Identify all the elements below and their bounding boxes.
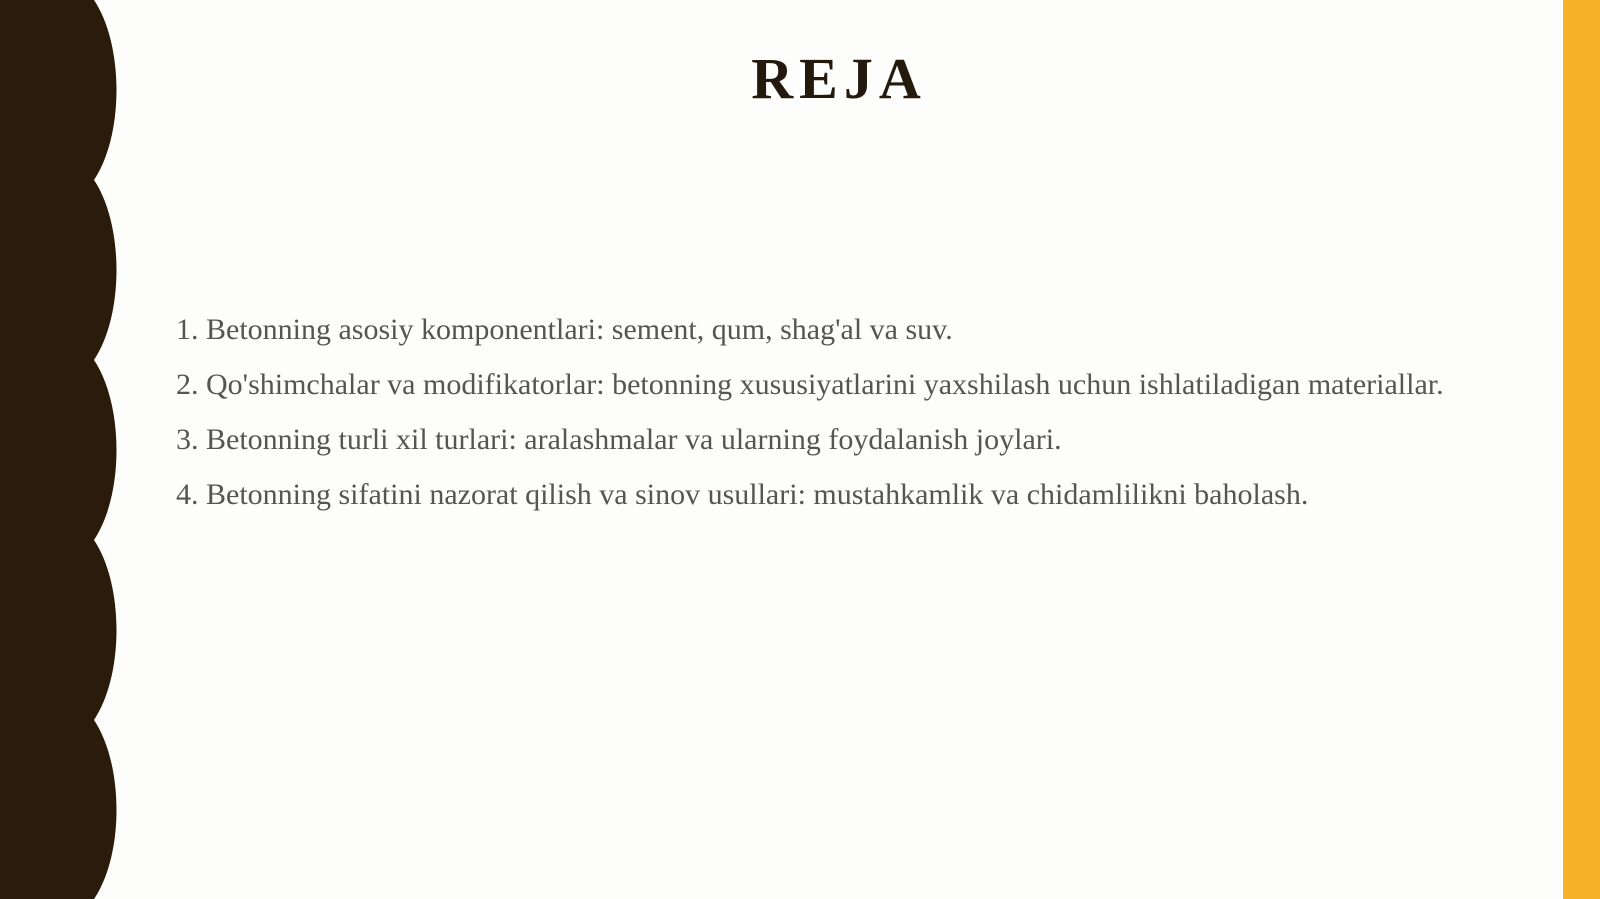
plan-item-text: Betonning turli xil turlari: aralashmalar va ularning foydalanish joylari. [206,423,1062,456]
right-accent-stripe [1563,0,1600,899]
plan-item-number: 1. [176,313,199,346]
plan-item-number: 3. [176,423,199,456]
plan-list [176,308,1446,528]
plan-item-number: 2. [176,368,199,401]
plan-item-4 [176,473,1446,517]
plan-item-2 [176,363,1446,407]
plan-item-text: Betonning asosiy komponentlari: sement, qum, shag'al va suv. [206,313,953,346]
right-accent-stripe-fill [1563,0,1600,899]
left-wavy-border-shape [0,0,117,899]
plan-item-1 [176,308,1446,352]
slide-title: REJA [751,46,927,111]
plan-item-text: Qo'shimchalar va modifikatorlar: betonning xususiyatlarini yaxshilash uchun ishlatiladigan materiallar. [206,368,1444,401]
left-wavy-border [0,0,130,899]
plan-item-number: 4. [176,478,199,511]
plan-item-text: Betonning sifatini nazorat qilish va sinov usullari: mustahkamlik va chidamlilikni baholash. [206,478,1309,511]
plan-item-3 [176,418,1446,462]
